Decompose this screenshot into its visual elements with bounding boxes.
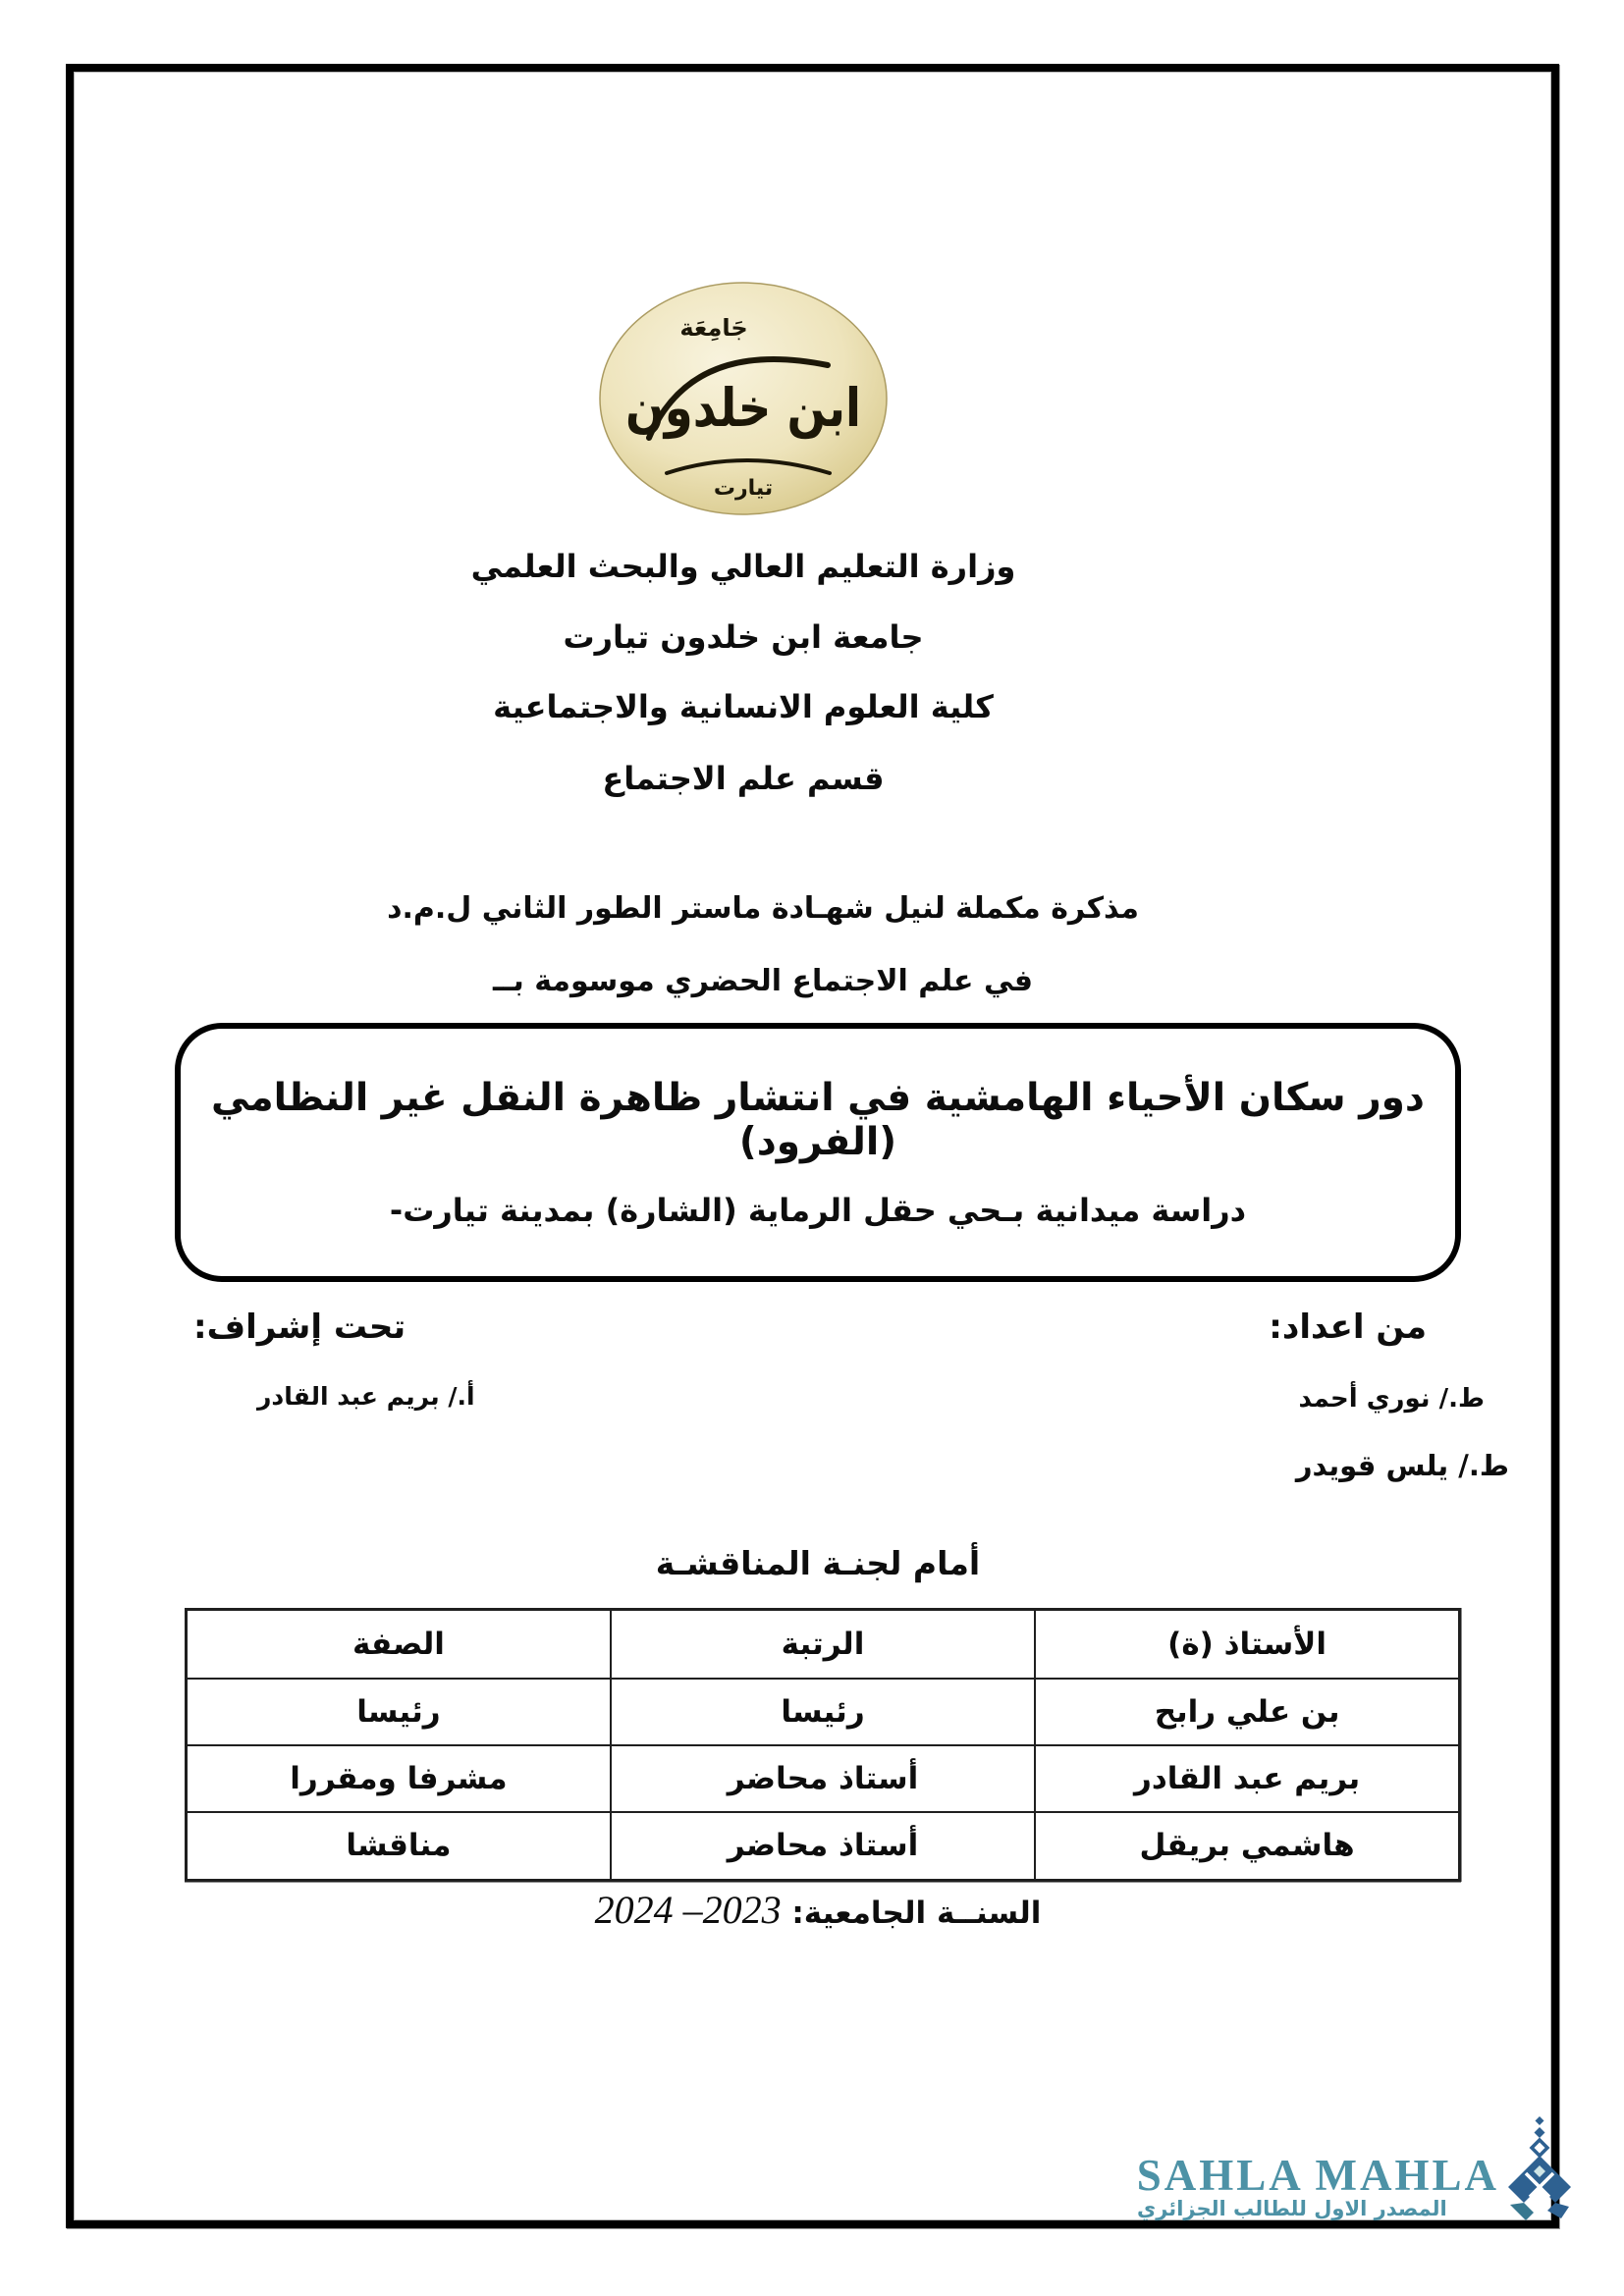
committee-heading: أمام لجنـة المناقشـة bbox=[655, 1544, 981, 1582]
committee-row bbox=[187, 1812, 1460, 1881]
faculty-line: كلية العلوم الانسانية والاجتماعية bbox=[493, 688, 994, 725]
supervisor-name: أ./ بريم عبد القادر bbox=[257, 1382, 475, 1411]
supervision-label: تحت إشراف: bbox=[193, 1308, 406, 1347]
rank-cell: أستاذ محاضر bbox=[611, 1812, 1035, 1881]
university-seal bbox=[598, 281, 889, 516]
student-name-1: ط./ نوري أحمد bbox=[1298, 1384, 1485, 1414]
prepared-by-label: من اعداد: bbox=[1269, 1308, 1427, 1347]
sahla-mahla-brand-text: SAHLA MAHLA bbox=[1136, 2151, 1499, 2200]
rank-cell: أستاذ محاضر bbox=[611, 1745, 1035, 1812]
department-line: قسم علم الاجتماع bbox=[602, 760, 885, 797]
academic-year-value: 2023– 2024 bbox=[594, 1888, 782, 1932]
seal-bottom-word: تيارت bbox=[713, 476, 774, 501]
thesis-title-box bbox=[175, 1023, 1461, 1282]
academic-year-line bbox=[66, 1887, 1570, 1933]
memo-degree-line: مذكرة مكملة لنيل شهـادة ماستر الطور الثاني ل.م.د bbox=[387, 891, 1139, 926]
committee-row bbox=[187, 1679, 1460, 1745]
seal-top-word: جَامِعَة bbox=[679, 314, 748, 342]
role-cell: مشرفا ومقررا bbox=[187, 1745, 611, 1812]
ministry-line: وزارة التعليم العالي والبحث العلمي bbox=[470, 548, 1016, 585]
memo-specialty-line: في علم الاجتماع الحضري موسومة بــ bbox=[493, 964, 1033, 998]
student-name-2: ط./ يلس قويدر bbox=[1295, 1449, 1509, 1482]
thesis-subtitle: دراسة ميدانية بـحي حقل الرماية (الشارة) بمدينة تيارت- bbox=[389, 1192, 1247, 1229]
column-professor: الأستاذ (ة) bbox=[1035, 1610, 1459, 1679]
committee-header-row bbox=[187, 1610, 1460, 1679]
role-cell: مناقشا bbox=[187, 1812, 611, 1881]
professor-cell: بريم عبد القادر bbox=[1035, 1745, 1459, 1812]
sahla-mahla-tagline: المصدر الاول للطالب الجزائري bbox=[1137, 2197, 1447, 2220]
thesis-main-title: دور سكان الأحياء الهامشية في انتشار ظاهرة النقل غير النظامي (الفرود) bbox=[211, 1076, 1425, 1164]
committee-row bbox=[187, 1745, 1460, 1812]
role-cell: رئيسا bbox=[187, 1679, 611, 1745]
rank-cell: رئيسا bbox=[611, 1679, 1035, 1745]
professor-cell: هاشمي بريقل bbox=[1035, 1812, 1459, 1881]
academic-year-label: السنــة الجامعية: bbox=[791, 1896, 1042, 1931]
university-line: جامعة ابن خلدون تيارت bbox=[563, 618, 924, 656]
seal-center-words: ابن خلدون bbox=[625, 377, 861, 439]
column-role: الصفة bbox=[187, 1610, 611, 1679]
professor-cell: بن علي رابح bbox=[1035, 1679, 1459, 1745]
column-rank: الرتبة bbox=[611, 1610, 1035, 1679]
committee-table bbox=[185, 1608, 1461, 1882]
